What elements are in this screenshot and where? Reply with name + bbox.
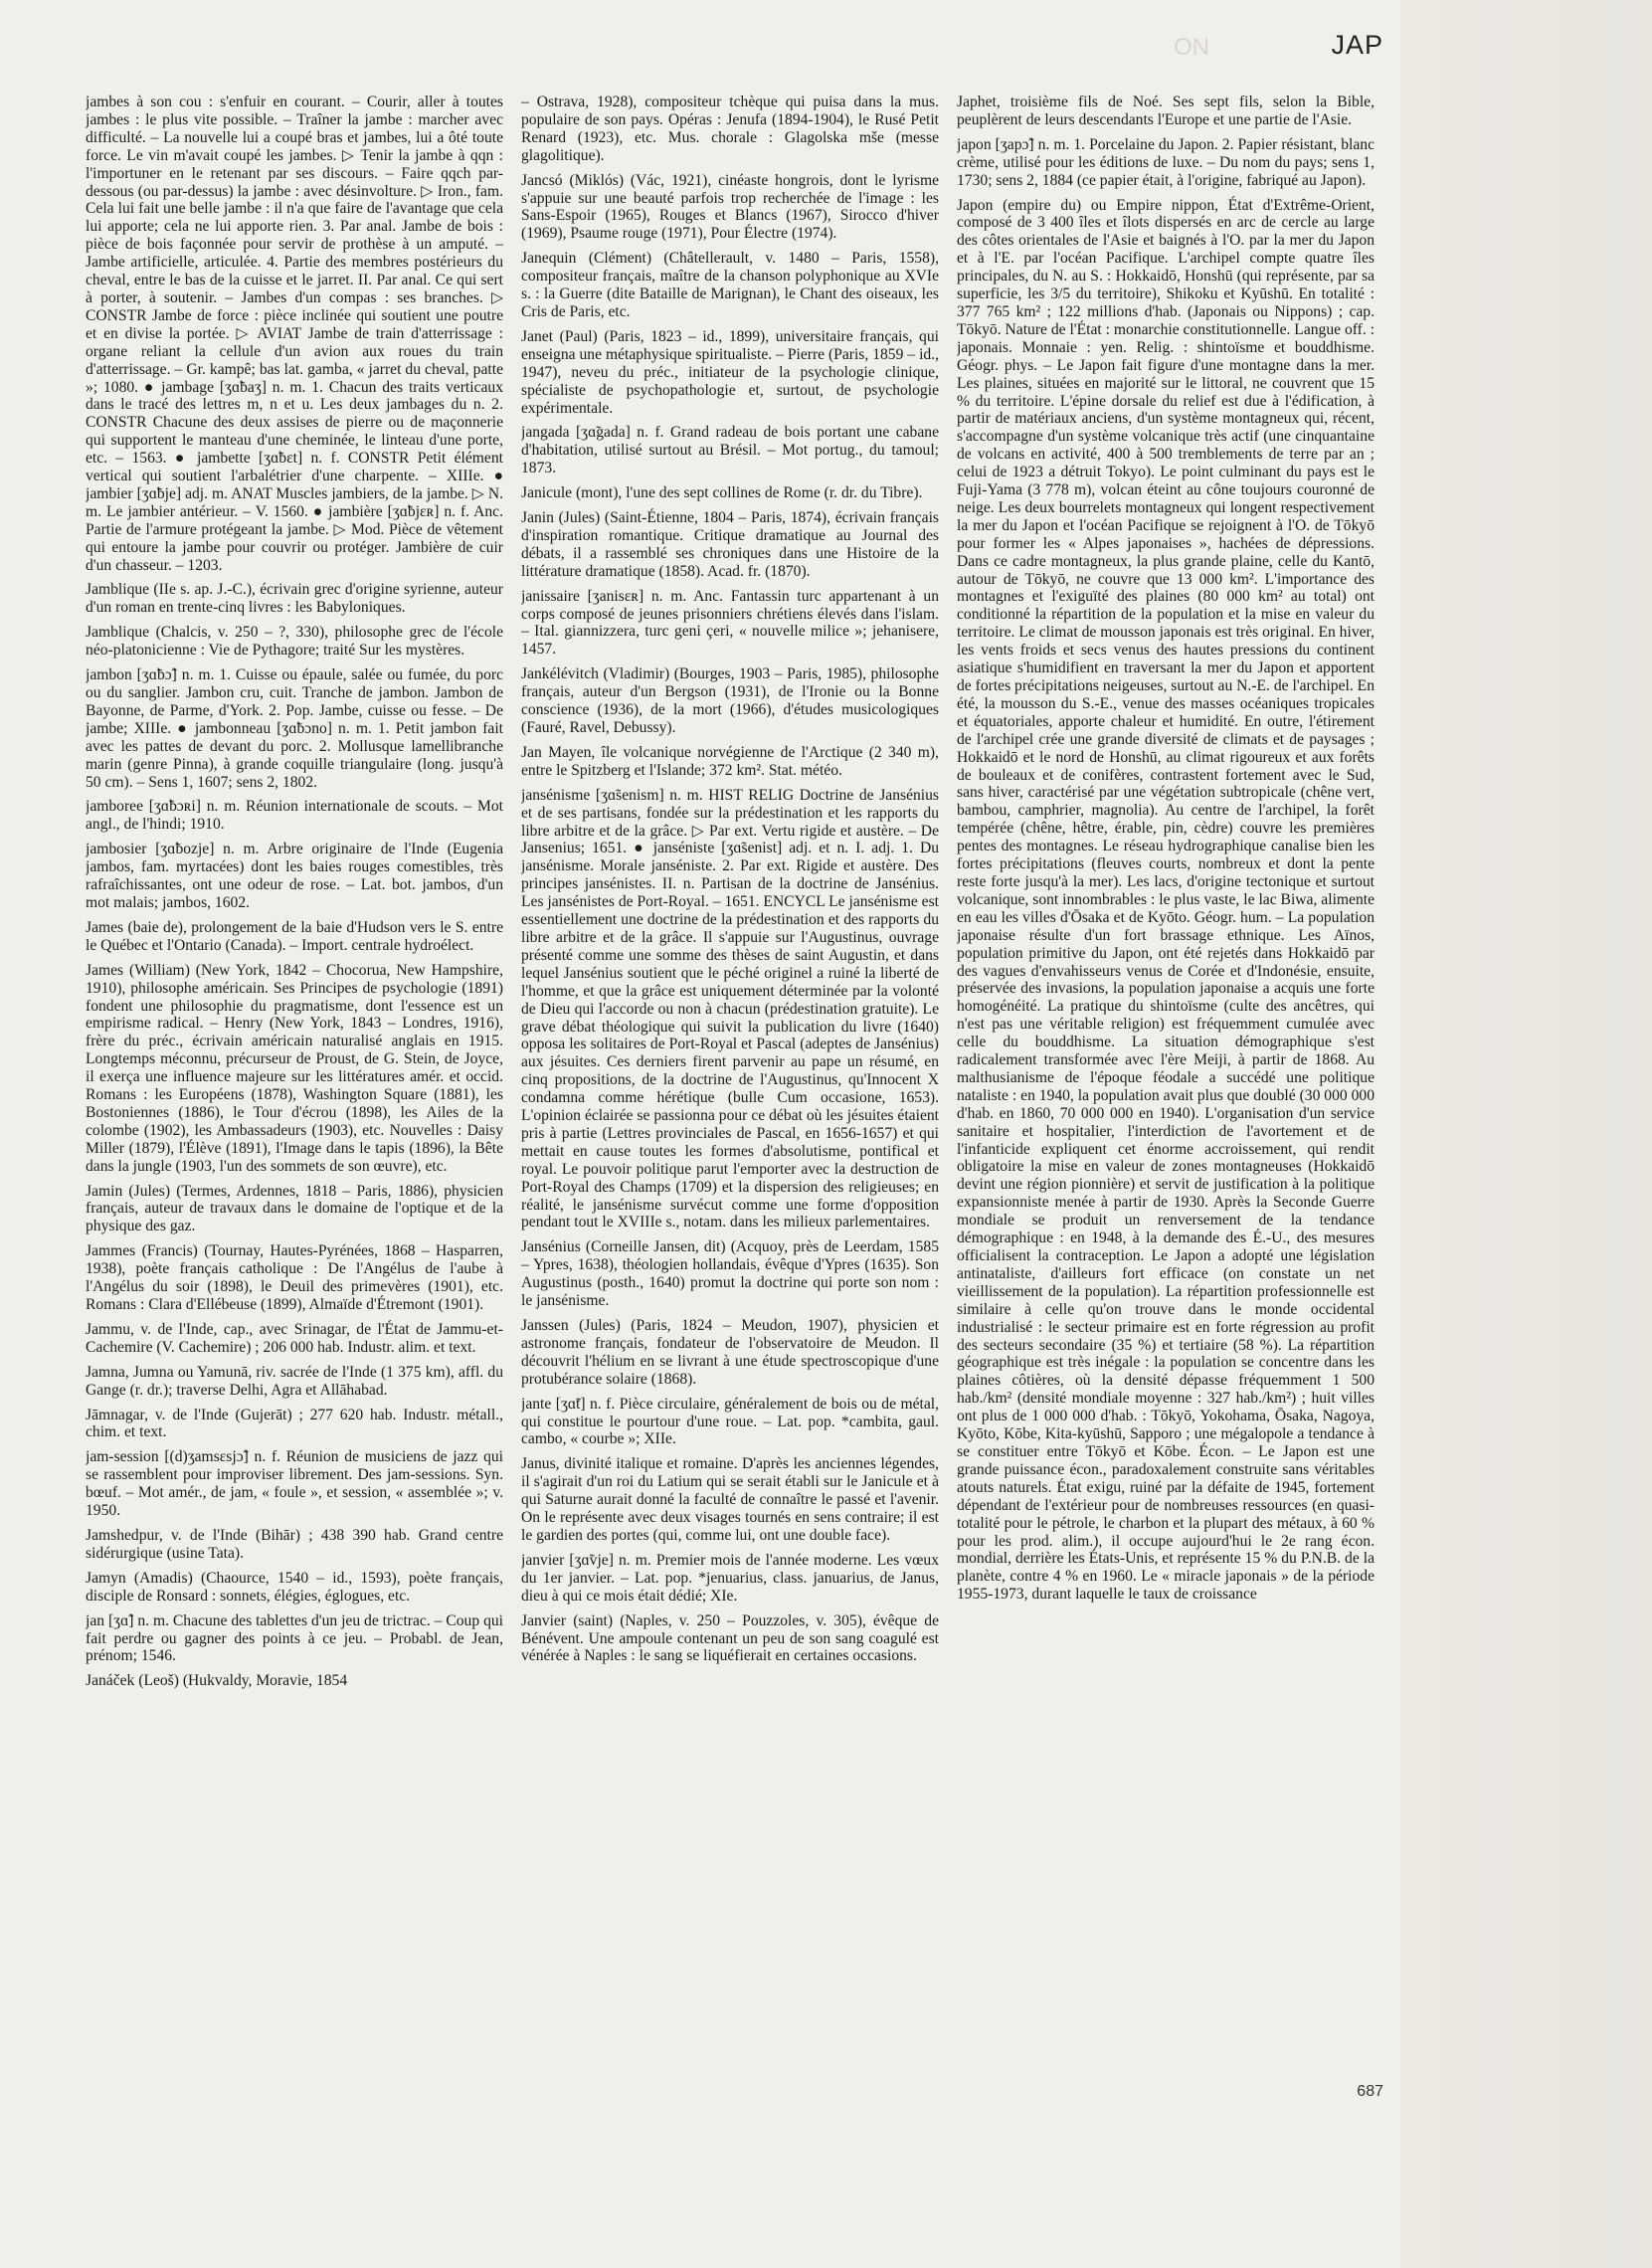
entry: Janin (Jules) (Saint-Étienne, 1804 – Paris, 1874), écrivain français d'inspiration romantique. Critique dramatique au Journal des débats, il a rassemblé ses chroniques dans une Histoire de la littérature dramatique (1858). Acad. fr. (1870). xyxy=(521,509,939,580)
entry: janvier [ʒɑ̃vje] n. m. Premier mois de l'année moderne. Les vœux du 1er janvier. – Lat. pop. *jenuarius, class. januarius, de Janus, dieu à qui ce mois était dédié; XIe. xyxy=(521,1551,939,1605)
entry: janissaire [ʒanisɛʀ] n. m. Anc. Fantassin turc appartenant à un corps composé de jeunes prisonniers chrétiens élevés dans l'islam. – Ital. giannizzera, turc geni çeri, « nouvelle milice »; jehanisere, 1457. xyxy=(521,587,939,659)
entry: Janvier (saint) (Naples, v. 250 – Pouzzoles, v. 305), évêque de Bénévent. Une ampoule contenant un peu de son sang coagulé est vénérée à Naples : le sang se liquéfierait en certaines occasions. xyxy=(521,1611,939,1665)
entry: Jancsó (Miklós) (Vác, 1921), cinéaste hongrois, dont le lyrisme s'appuie sur une beauté parfois trop recherchée de l'image : les Sans-Espoir (1965), Rouges et Blancs (1967), Sirocco d'hiver (1969), Psaume rouge (1971), Pour Électre (1974). xyxy=(521,171,939,243)
entry: Janáček (Leoš) (Hukvaldy, Moravie, 1854 xyxy=(86,1672,348,1690)
entry: Jamshedpur, v. de l'Inde (Bihār) ; 438 390 hab. Grand centre sidérurgique (usine Tata). xyxy=(86,1526,503,1562)
entry: Jamna, Jumna ou Yamunā, riv. sacrée de l'Inde (1 375 km), affl. du Gange (r. dr.); traverse Delhi, Agra et Allāhabad. xyxy=(86,1363,503,1399)
show-through-text: ON xyxy=(1174,34,1209,61)
page-number: 687 xyxy=(1357,2083,1383,2100)
entry: jante [ʒɑ̃t] n. f. Pièce circulaire, généralement de bois ou de métal, qui constitue le pourtour d'une roue. – Lat. pop. *cambita, gaul. cambo, « courbe »; XIIe. xyxy=(521,1395,939,1448)
entry: jansénisme [ʒɑ̃senism] n. m. HIST RELIG Doctrine de Jansénius et de ses partisans, fondée sur la prédestination et les rapports du libre arbitre et de la grâce. ▷ Par ext. Vertu rigide et austère. – De Jansenius; 1651. ● janséniste [ʒɑ̃senist] adj. et n. I. adj. 1. Du jansénisme. Morale janséniste. 2. Par ext. Rigide et austère. Des principes jansénistes. II. n. Partisan de la doctrine de Jansénius. Les jansénistes de Port-Royal. – 1651. ENCYCL Le jansénisme est essentiellement une doctrine de la prédestination et des rapports du libre arbitre et de la grâce. Il s'appuie sur l'Augustinus, ouvrage présenté comme une somme des thèses de saint Augustin, et dans lequel Jansénius soutient que le péché originel a ruiné la liberté de l'homme, et que la grâce est uniquement déterminée par la volonté de Dieu qui l'accorde ou non à chacun (prédestination gratuite). Le grave débat théologique qui suivit la publication du livre (1640) opposa les solitaires de Port-Royal et Pascal (adeptes de Jansénius) aux jésuites. Ces derniers firent parvenir au pape un résumé, en cinq propositions, de la doctrine de l'Augustinus, qu'Innocent X condamna comme hérétique (bulle Cum occasione, 1653). L'opinion éclairée se passionna pour ce débat où les jésuites étaient pris à partie (Lettres provinciales de Pascal, en 1656-1657) et qui mettait en cause toutes les formes d'absolutisme, pontifical et royal. Le pouvoir politique parut l'emporter avec la destruction de Port-Royal des Champs (1709) et la dispersion des religieuses; en réalité, le jansénisme survécut comme une forme d'opposition pendant tout le XVIIIe s., notam. dans les milieux parlementaires. xyxy=(521,786,939,1231)
running-head: JAP xyxy=(1331,30,1383,60)
entry: Jankélévitch (Vladimir) (Bourges, 1903 – Paris, 1985), philosophe français, auteur d'un Bergson (1931), de l'Ironie ou la Bonne conscience (1936), de la mort (1966), d'études musicologiques (Fauré, Ravel, Debussy). xyxy=(521,665,939,736)
entry: Jansénius (Corneille Jansen, dit) (Acquoy, près de Leerdam, 1585 – Ypres, 1638), théologien hollandais, évêque d'Ypres (1635). Son Augustinus (posth., 1640) promut la doctrine qui porte son nom : le jansénisme. xyxy=(521,1238,939,1310)
text-columns xyxy=(86,94,1382,2083)
entry: Janus, divinité italique et romaine. D'après les anciennes légendes, il s'agirait d'un roi du Latium qui se serait établi sur le Janicule et à qui Saturne aurait donné la faculté de connaître le passé et l'avenir. On le représente avec deux visages tournés en sens contraire; il est le gardien des portes (qui, comme lui, ont une double face). xyxy=(521,1455,939,1544)
entry: Jamyn (Amadis) (Chaource, 1540 – id., 1593), poète français, disciple de Ronsard : sonnets, élégies, églogues, etc. xyxy=(86,1569,503,1605)
entry: Japhet, troisième fils de Noé. Ses sept fils, selon la Bible, peuplèrent de leurs descendants l'Europe et une partie de l'Asie. xyxy=(957,94,1375,128)
entry: jambon [ʒɑ̃bɔ̃] n. m. 1. Cuisse ou épaule, salée ou fumée, du porc ou du sanglier. Jambon cru, cuit. Tranche de jambon. Jambon de Bayonne, de Parme, d'York. 2. Pop. Jambe, cuisse ou fesse. – De jambe; XIIIe. ● jambonneau [ʒɑ̃bɔno] n. m. 1. Petit jambon fait avec les pattes de devant du porc. 2. Mollusque lamellibranche marin (genre Pinna), à grande coquille triangulaire (long. jusqu'à 50 cm). – Sens 1, 1607; sens 2, 1802. xyxy=(86,666,503,791)
entry: jambes à son cou : s'enfuir en courant. – Courir, aller à toutes jambes : le plus vite possible. – Traîner la jambe : marcher avec difficulté. – La nouvelle lui a coupé bras et jambes, lui a ôté toute force. Le vin m'avait coupé les jambes. ▷ Tenir la jambe à qqn : l'importuner en le retenant par ses discours. – Faire qqch par-dessous (ou par-dessus) la jambe : avec désinvolture. ▷ Iron., fam. Cela lui fait une belle jambe : il n'a que faire de l'avantage que cela lui apporte; cela ne lui apporte rien. 3. Par anal. Jambe de bois : pièce de bois façonnée pour servir de prothèse à un amputé. – Jambe artificielle, articulée. 4. Partie des membres postérieurs du cheval, entre le bas de la cuisse et le jarret. II. Par anal. Ce qui sert à porter, à soutenir. – Jambes d'un compas : ses branches. ▷ CONSTR Jambe de force : pièce inclinée qui soutient une poutre et en divise la portée. ▷ AVIAT Jambe de train d'atterrissage : organe reliant la cellule d'un avion aux roues du train d'atterrissage. – Gr. kampê; bas lat. gamba, « jarret du cheval, patte »; 1080. ● jambage [ʒɑ̃baʒ] n. m. 1. Chacun des traits verticaux dans le tracé des lettres m, n et u. Les deux jambages du n. 2. CONSTR Chacune des deux assises de pierre ou de maçonnerie qui supportent le manteau d'une cheminée, le linteau d'une porte, etc. – 1563. ● jambette [ʒɑ̃bɛt] n. f. CONSTR Petit élément vertical qui soutient l'arbalétrier d'une charpente. – XIIIe. ● jambier [ʒɑ̃bje] adj. m. ANAT Muscles jambiers, de la jambe. ▷ N. m. Le jambier antérieur. – V. 1560. ● jambière [ʒɑ̃bjɛʀ] n. f. Anc. Partie de l'armure protégeant la jambe. ▷ Mod. Pièce de vêtement qui entoure la jambe pour couvrir ou protéger. Jambière de cuir d'un chasseur. – 1203. xyxy=(86,94,503,574)
entry: James (William) (New York, 1842 – Chocorua, New Hampshire, 1910), philosophe américain. Ses Principes de psychologie (1891) fondent une philosophie du pragmatisme, dont l'essence est un empirisme radical. – Henry (New York, 1843 – Londres, 1916), frère du préc., écrivain américain naturalisé anglais en 1915. Longtemps méconnu, précurseur de Proust, de G. Stein, de Joyce, il exerça une influence majeure sur les littératures amér. et occid. Romans : les Européens (1878), Washington Square (1881), les Bostoniennes (1886), le Tour d'écrou (1898), les Ailes de la colombe (1902), les Ambassadeurs (1903), etc. Nouvelles : Daisy Miller (1879), l'Élève (1891), l'Image dans le tapis (1896), la Bête dans la jungle (1903, l'un des sommets de son œuvre), etc. xyxy=(86,961,503,1175)
entry: jambosier [ʒɑ̃bozje] n. m. Arbre originaire de l'Inde (Eugenia jambos, fam. myrtacées) dont les baies rouges comestibles, très rafraîchissantes, ont une odeur de rose. – Lat. bot. jambos, d'un mot malais; jambos, 1602. xyxy=(86,841,503,911)
page-margin xyxy=(1400,0,1652,2268)
entry: Japon (empire du) ou Empire nippon, État d'Extrême-Orient, composé de 3 400 îles et îlots dispersés en arc de cercle au large des côtes orientales de l'Asie et baignés à l'O. par la mer du Japon et à l'E. par l'océan Pacifique. L'archipel compte quatre îles principales, du N. au S. : Hokkaidō, Honshū (qui représente, par sa superficie, les 3/5 du territoire), Shikoku et Kyūshū. En totalité : 377 765 km² ; 122 millions d'hab. (Japonais ou Nippons) ; cap. Tōkyō. Nature de l'État : monarchie constitutionnelle. Langue off. : japonais. Monnaie : yen. Relig. : shintoïsme et bouddhisme. Géogr. phys. – Le Japon fait figure d'une montagne dans la mer. Les plaines, situées en majorité sur le littoral, ne couvrent que 15 % du territoire. L'épine dorsale du relief est due à l'édification, à partir de matériaux anciens, d'un système montagneux qui, récent, s'accompagne d'un système volcanique très actif (une cinquantaine de volcans en activité, 400 à 500 tremblements de terre par an ; celui de 1923 a détruit Tokyo). Le point culminant du pays est le Fuji-Yama (3 778 m), volcan éteint au cône toujours couronné de neige. Les deux bourrelets montagneux qui longent respectivement la mer du Japon et l'océan Pacifique se rejoignent à l'O. de Tōkyō pour former les « Alpes japonaises », hachées de dépressions. Dans ce cadre montagneux, la plus grande plaine, celle du Kantō, autour de Tōkyō, ne couvre que 13 000 km². L'importance des montagnes et l'exiguïté des plaines (80 000 km² au total) ont conditionné la répartition de la population et la mise en valeur du territoire. Le climat de mousson japonais est très original. En hiver, les vents froids et secs venus des hautes pressions du continent asiatique s'humidifient en traversant la mer du Japon et apportent de fortes précipitations neigeuses, surtout au N.-E. de l'archipel. En été, la mousson du S.-E., venue des masses océaniques tropicales et équatoriales, apporte chaleur et humidité. En outre, l'étirement de l'archipel crée une grande diversité de climats et de paysages ; Hokkaidō et le nord de Honshū, au climat rigoureux et aux forêts de bouleaux et de conifères, contrastent fortement avec le Sud, sans hiver, caractérisé par une végétation subtropicale (chêne vert, bambou, camphrier, magnolia). Au centre de l'archipel, la forêt tempérée (chêne, hêtre, érable, pin, cèdre) couvre les premières pentes des montagnes. Le réseau hydrographique canalise bien les fortes précipitations (fleuves courts, nombreux et dont la pente reste forte jusqu'à la mer). Les lacs, d'origine tectonique et surtout volcanique, sont innombrables : le plus vaste, le lac Biwa, alimente en eau les villes d'Ōsaka et de Kyōto. Géogr. hum. – La population japonaise résulte d'un fort brassage ethnique. Les Aïnos, population primitive du Japon, ont été rejetés dans Hokkaidō par des vagues d'envahisseurs venus de Corée et d'Indonésie, ensuite, préservée des invasions, la population japonaise a acquis une forte homogénéité. La pratique du shintoïsme (culte des ancêtres, qui n'est pas une véritable religion) est fréquemment cumulée avec celle du bouddhisme. La situation démographique s'est radicalement transformée avec l'ère Meiji, à partir de 1868. Au malthusianisme de l'époque féodale a succédé une politique nataliste : en 1940, la population avait plus que doublé (30 000 000 d'hab. en 1860, 70 000 000 en 1940). L'organisation d'un service sanitaire et hospitalier, l'interdiction de l'avortement et de l'infanticide expliquent cet énorme accroissement, qui rendit obligatoire la mise en valeur de zones montagneuses (Hokkaidō devint une région pionnière) et servit de justification à la politique expansionniste menée à partir de 1930. Après la Seconde Guerre mondiale se produit un renversement de la tendance démographique : en 1948, à la demande des É.-U., des mesures officialisent la contraception. Le Japon a adopté une législation antinataliste, d'ailleurs fort efficace (on constate un net vieillissement de la population). La répartition professionnelle est similaire à celle qu'on trouve dans le monde occidental industrialisé : le secteur primaire est en forte régression au profit des secteurs secondaire (35 %) et tertiaire (58 %). La répartition géographique est très inégale : la population se concentre dans les plaines côtières, où la densité dépasse fréquemment 1 500 hab./km² (densité mondiale moyenne : 327 hab./km²) ; huit villes ont plus de 1 000 000 d'hab. : Tōkyō, Yokohama, Ōsaka, Nagoya, Kyōto, Kōbe, Kita-kyūshū, Sapporo ; une mégalopole a tendance à se constituer entre Tōkyō et Kōbe. Écon. – Le Japon est une grande puissance écon., paradoxalement construite sans véritables atouts naturels. État exigu, ruiné par la défaite de 1945, fortement dépendant de l'extérieur pour de nombreuses ressources (en quasi-totalité pour le pétrole, le charbon et la plupart des métaux, à 60 % pour les prod. alim.), il occupe aujourd'hui le 2e rang écon. mondial, derrière les États-Unis, et représente 15 % du P.N.B. de la planète, contre 4 % en 1960. Le « miracle japonais » de la période 1955-1973, durant laquelle le taux de croissance xyxy=(957,196,1375,1604)
entry: jam-session [(d)ʒamsɛsjɔ̃] n. f. Réunion de musiciens de jazz qui se rassemblent pour improviser librement. Des jam-sessions. Syn. bœuf. – Mot amér., de jam, « foule », et session, « assemblée »; v. 1950. xyxy=(86,1448,503,1520)
column-2 xyxy=(521,94,939,2083)
entry: Jammes (Francis) (Tournay, Hautes-Pyrénées, 1868 – Hasparren, 1938), poète français catholique : De l'Angélus de l'aube à l'Angélus du soir (1898), le Deuil des primevères (1901), etc. Romans : Clara d'Ellébeuse (1899), Almaïde d'Étremont (1901). xyxy=(86,1242,503,1313)
entry: Janssen (Jules) (Paris, 1824 – Meudon, 1907), physicien et astronome français, fondateur de l'observatoire de Meudon. Il découvrit l'hélium en se livrant à une étude spectroscopique d'une protubérance solaire (1868). xyxy=(521,1317,939,1388)
entry: Janet (Paul) (Paris, 1823 – id., 1899), universitaire français, qui enseigna une métaphysique spiritualiste. – Pierre (Paris, 1859 – id., 1947), neveu du préc., initiateur de la psychologie clinique, spécialiste de psychopathologie et, surtout, de psychologie expérimentale. xyxy=(521,327,939,417)
entry: Jan Mayen, île volcanique norvégienne de l'Arctique (2 340 m), entre le Spitzberg et l'Islande; 372 km². Stat. météo. xyxy=(521,743,939,779)
entry: – Ostrava, 1928), compositeur tchèque qui puisa dans la mus. populaire de son pays. Opéras : Jenufa (1894-1904), le Rusé Petit Renard (1923), etc. Mus. chorale : Glagolska mše (messe glagolitique). xyxy=(521,94,939,164)
entry: Jāmnagar, v. de l'Inde (Gujerāt) ; 277 620 hab. Industr. métall., chim. et text. xyxy=(86,1406,503,1441)
entry: James (baie de), prolongement de la baie d'Hudson vers le S. entre le Québec et l'Ontario (Canada). – Import. centrale hydroélect. xyxy=(86,918,503,954)
entry: Jamin (Jules) (Termes, Ardennes, 1818 – Paris, 1886), physicien français, auteur de travaux dans le domaine de l'optique et de la physique des gaz. xyxy=(86,1182,503,1235)
entry: Jamblique (IIe s. ap. J.-C.), écrivain grec d'origine syrienne, auteur d'un roman en trente-cinq livres : les Babyloniques. xyxy=(86,581,503,617)
entry: jan [ʒɑ̃] n. m. Chacune des tablettes d'un jeu de trictrac. – Coup qui fait perdre ou gagner des points à ce jeu. – Probabl. de Jean, prénom; 1546. xyxy=(86,1611,503,1665)
entry: jamboree [ʒɑ̃bɔʀi] n. m. Réunion internationale de scouts. – Mot angl., de l'hindi; 1910. xyxy=(86,798,503,834)
column-1 xyxy=(86,94,503,2083)
entry: Jamblique (Chalcis, v. 250 – ?, 330), philosophe grec de l'école néo-platonicienne : Vie de Pythagore; traité Sur les mystères. xyxy=(86,624,503,660)
entry: japon [ʒapɔ̃] n. m. 1. Porcelaine du Japon. 2. Papier résistant, blanc crème, utilisé pour les éditions de luxe. – Du nom du pays; sens 1, 1730; sens 2, 1884 (ce papier était, à l'origine, fabriqué au Japon). xyxy=(957,135,1375,189)
entry: Janicule (mont), l'une des sept collines de Rome (r. dr. du Tibre). xyxy=(521,484,923,502)
entry: Jammu, v. de l'Inde, cap., avec Srinagar, de l'État de Jammu-et-Cachemire (V. Cachemire) ; 206 000 hab. Industr. alim. et text. xyxy=(86,1320,503,1356)
entry: jangada [ʒɑ̃gada] n. f. Grand radeau de bois portant une cabane d'habitation, utilisé surtout au Brésil. – Mot portug., du tamoul; 1873. xyxy=(521,424,939,477)
entry: Janequin (Clément) (Châtellerault, v. 1480 – Paris, 1558), compositeur français, maître de la chanson polyphonique au XVIe s. : la Guerre (dite Bataille de Marignan), le Chant des oiseaux, les Cris de Paris, etc. xyxy=(521,250,939,320)
column-3 xyxy=(957,94,1375,2083)
